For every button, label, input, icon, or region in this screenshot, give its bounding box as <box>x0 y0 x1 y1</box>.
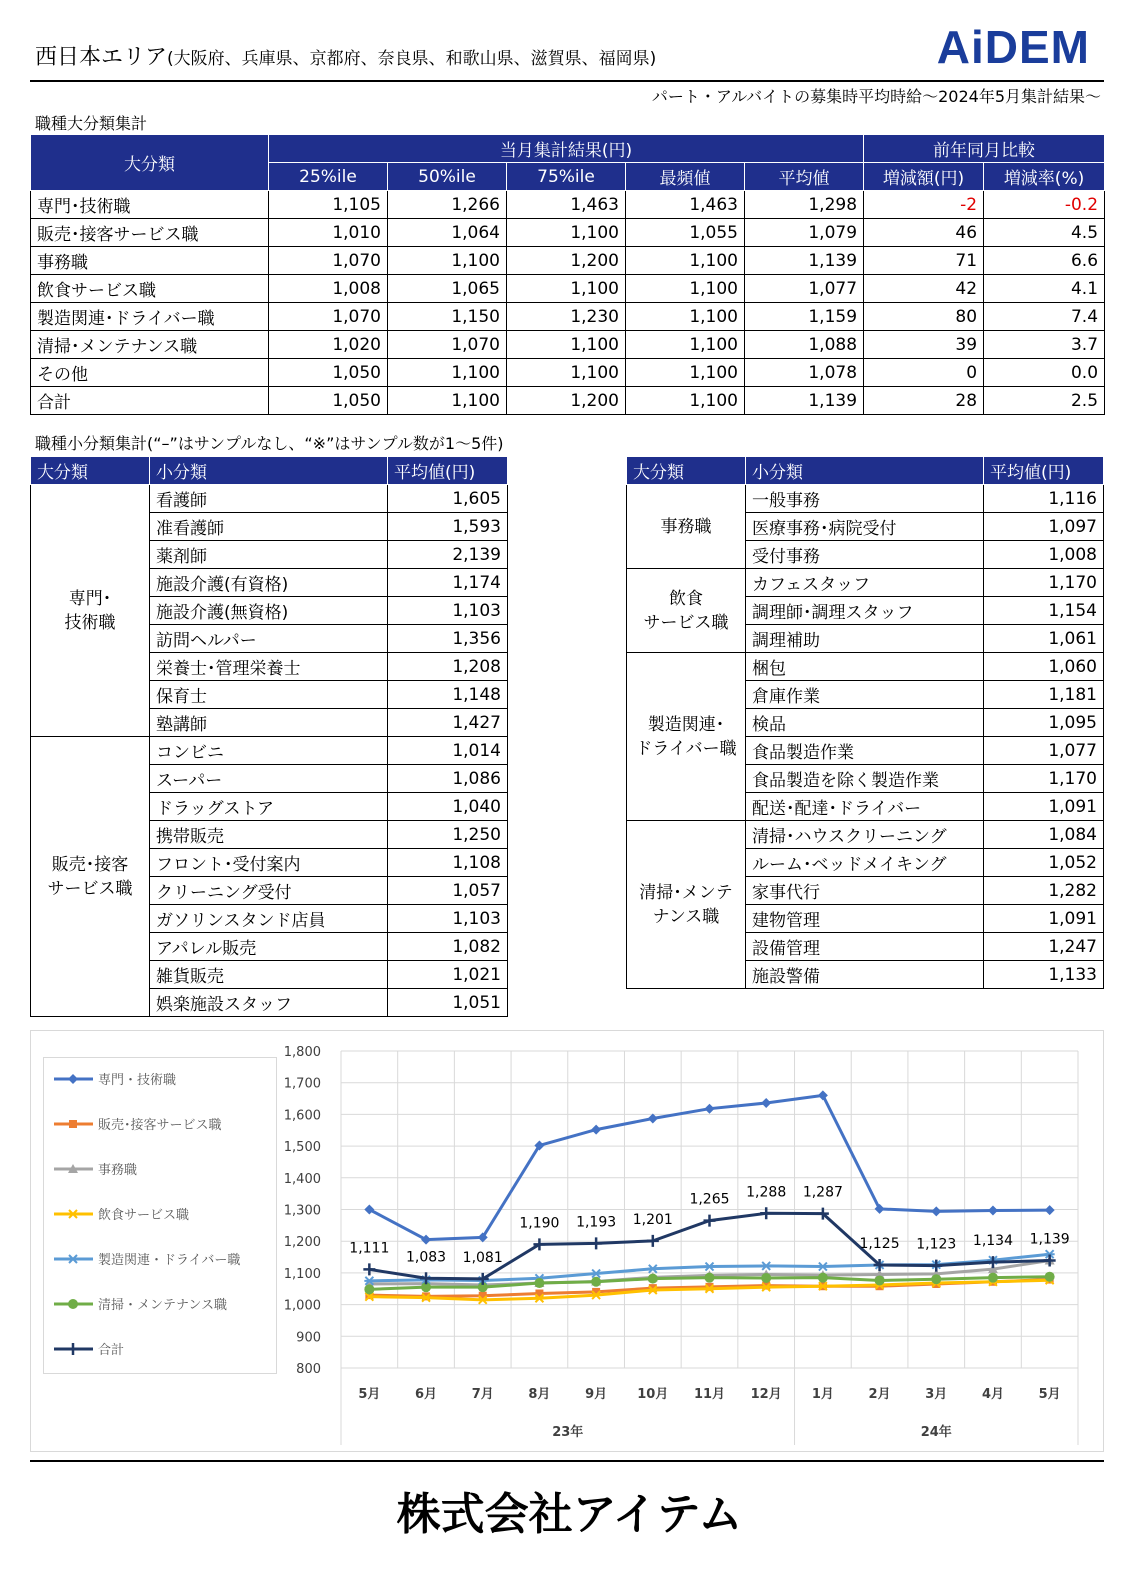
data-label: 1,083 <box>405 1249 447 1266</box>
y-tick-label: 1,100 <box>283 1266 321 1282</box>
subcategory-value: 1,057 <box>388 877 508 905</box>
subcategory-name: 倉庫作業 <box>746 681 984 709</box>
subcategory-name: 設備管理 <box>746 933 984 961</box>
y-tick-label: 1,800 <box>283 1045 321 1060</box>
subcategory-name: アパレル販売 <box>150 933 388 961</box>
data-point <box>591 1270 601 1278</box>
cell-rate: 4.5 <box>984 219 1105 247</box>
data-point <box>705 1273 715 1283</box>
cell-diff: -2 <box>864 191 984 219</box>
x-tick-label: 2月 <box>868 1387 891 1402</box>
data-point <box>647 1235 659 1247</box>
data-point <box>705 1104 715 1114</box>
legend-marker <box>68 1299 78 1309</box>
data-point <box>987 1256 999 1268</box>
data-point <box>931 1206 941 1216</box>
column-header: 25%ile <box>269 163 388 191</box>
data-point <box>761 1262 771 1270</box>
subcategory-name: ドラッグストア <box>150 793 388 821</box>
major-table-caption: 職種大分類集計 <box>35 114 148 133</box>
subcategory-name: 携帯販売 <box>150 821 388 849</box>
column-header: 平均値 <box>745 163 864 191</box>
cell-p75: 1,200 <box>507 247 626 275</box>
group-label: 専門･ 技術職 <box>31 485 150 737</box>
subcategory-value: 1,154 <box>984 597 1104 625</box>
cell-avg: 1,077 <box>745 275 864 303</box>
subcategory-value: 1,091 <box>984 793 1104 821</box>
header-current-results: 当月集計結果(円) <box>269 135 864 163</box>
data-label: 1,287 <box>802 1184 843 1201</box>
header-yoy: 前年同月比較 <box>864 135 1105 163</box>
cell-mode: 1,100 <box>626 275 745 303</box>
subcategory-name: 配送･配達･ドライバー <box>746 793 984 821</box>
subcategory-value: 1,084 <box>984 821 1104 849</box>
cell-p25: 1,050 <box>269 359 388 387</box>
subcategory-value: 1,103 <box>388 597 508 625</box>
data-label: 1,193 <box>576 1214 617 1231</box>
footer-divider <box>30 1460 1104 1462</box>
cell-p25: 1,070 <box>269 303 388 331</box>
subcategory-name: 保育士 <box>150 681 388 709</box>
legend-marker <box>68 1255 78 1263</box>
subcategory-name: 家事代行 <box>746 877 984 905</box>
column-header: 平均値(円) <box>388 457 508 485</box>
legend-marker <box>68 1074 78 1084</box>
x-tick-label: 5月 <box>1038 1387 1061 1402</box>
column-header: 増減額(円) <box>864 163 984 191</box>
subcategory-name: 一般事務 <box>746 485 984 513</box>
group-label: 事務職 <box>627 485 746 569</box>
subcategory-name: 調理補助 <box>746 625 984 653</box>
data-point <box>931 1274 941 1284</box>
subcategory-name: フロント･受付案内 <box>150 849 388 877</box>
group-label: 販売･接客 サービス職 <box>31 737 150 1017</box>
x-tick-label: 10月 <box>637 1387 669 1402</box>
subcategory-name: 看護師 <box>150 485 388 513</box>
cell-mode: 1,055 <box>626 219 745 247</box>
legend-label: 飲食サービス職 <box>98 1208 190 1223</box>
subcategory-name: 施設介護(有資格) <box>150 569 388 597</box>
cell-avg: 1,079 <box>745 219 864 247</box>
legend-label: 製造関連・ドライバー職 <box>98 1253 241 1268</box>
cell-p50: 1,070 <box>388 331 507 359</box>
subcategory-value: 1,086 <box>388 765 508 793</box>
subcategory-value: 1,148 <box>388 681 508 709</box>
cell-avg: 1,088 <box>745 331 864 359</box>
cell-p25: 1,070 <box>269 247 388 275</box>
data-point <box>818 1263 828 1271</box>
area-title: 西日本エリア <box>35 45 168 70</box>
subcategory-value: 1,095 <box>984 709 1104 737</box>
data-point <box>364 1284 374 1294</box>
column-header: 50%ile <box>388 163 507 191</box>
minor-table-caption: 職種小分類集計(“–”はサンプルなし、“※”はサンプル数が1～5件) <box>35 434 504 453</box>
column-header: 平均値(円) <box>984 457 1104 485</box>
subcategory-value: 1,605 <box>388 485 508 513</box>
category-name: 飲食サービス職 <box>31 275 269 303</box>
data-label: 1,288 <box>746 1184 787 1201</box>
y-tick-label: 1,500 <box>283 1140 321 1156</box>
category-name: 合計 <box>31 387 269 415</box>
data-point <box>534 1278 544 1288</box>
cell-rate: -0.2 <box>984 191 1105 219</box>
cell-p75: 1,100 <box>507 359 626 387</box>
cell-p25: 1,050 <box>269 387 388 415</box>
subcategory-name: 准看護師 <box>150 513 388 541</box>
data-point <box>705 1263 715 1271</box>
cell-avg: 1,298 <box>745 191 864 219</box>
subcategory-name: 建物管理 <box>746 905 984 933</box>
subcategory-value: 1,060 <box>984 653 1104 681</box>
cell-diff: 28 <box>864 387 984 415</box>
subcategory-value: 1,170 <box>984 569 1104 597</box>
cell-mode: 1,463 <box>626 191 745 219</box>
data-point <box>648 1114 658 1124</box>
cell-diff: 80 <box>864 303 984 331</box>
subcategory-value: 1,181 <box>984 681 1104 709</box>
data-point <box>1044 1255 1056 1267</box>
data-label: 1,111 <box>349 1240 390 1257</box>
cell-rate: 6.6 <box>984 247 1105 275</box>
cell-p50: 1,064 <box>388 219 507 247</box>
group-label: 製造関連･ ドライバー職 <box>627 653 746 821</box>
y-tick-label: 1,000 <box>283 1298 321 1314</box>
subcategory-name: スーパー <box>150 765 388 793</box>
data-point <box>648 1274 658 1284</box>
data-point <box>875 1276 885 1286</box>
cell-rate: 0.0 <box>984 359 1105 387</box>
cell-rate: 7.4 <box>984 303 1105 331</box>
cell-p25: 1,105 <box>269 191 388 219</box>
subcategory-value: 1,052 <box>984 849 1104 877</box>
subcategory-value: 1,108 <box>388 849 508 877</box>
category-name: 販売･接客サービス職 <box>31 219 269 247</box>
subcategory-value: 1,103 <box>388 905 508 933</box>
cell-avg: 1,139 <box>745 247 864 275</box>
subcategory-value: 1,040 <box>388 793 508 821</box>
prefecture-list: (大阪府、兵庫県、京都府、奈良県、和歌山県、滋賀県、福岡県) <box>167 49 657 69</box>
cell-diff: 42 <box>864 275 984 303</box>
subcategory-name: 薬剤師 <box>150 541 388 569</box>
cell-p25: 1,008 <box>269 275 388 303</box>
legend-marker <box>67 1343 79 1355</box>
x-tick-label: 3月 <box>925 1387 948 1402</box>
cell-mode: 1,100 <box>626 303 745 331</box>
subcategory-value: 1,008 <box>984 541 1104 569</box>
data-point <box>591 1125 601 1135</box>
category-name: 製造関連･ドライバー職 <box>31 303 269 331</box>
data-point <box>988 1205 998 1215</box>
x-tick-label: 1月 <box>811 1387 834 1402</box>
subcategory-value: 1,116 <box>984 485 1104 513</box>
report-subtitle: パート・アルバイトの募集時平均時給～2024年5月集計結果～ <box>651 87 1101 106</box>
subcategory-value: 1,282 <box>984 877 1104 905</box>
cell-p50: 1,100 <box>388 387 507 415</box>
subcategory-name: 調理師･調理スタッフ <box>746 597 984 625</box>
cell-diff: 39 <box>864 331 984 359</box>
data-point <box>648 1265 658 1273</box>
x-tick-label: 7月 <box>471 1387 494 1402</box>
column-header: 大分類 <box>31 457 150 485</box>
subcategory-name: 塾講師 <box>150 709 388 737</box>
x-tick-label: 9月 <box>585 1387 608 1402</box>
column-header: 小分類 <box>150 457 388 485</box>
subcategory-name: 食品製造を除く製造作業 <box>746 765 984 793</box>
category-name: 事務職 <box>31 247 269 275</box>
cell-avg: 1,159 <box>745 303 864 331</box>
subcategory-name: カフェスタッフ <box>746 569 984 597</box>
y-tick-label: 900 <box>296 1330 321 1346</box>
data-label: 1,081 <box>462 1249 503 1266</box>
subcategory-value: 1,021 <box>388 961 508 989</box>
subcategory-name: 梱包 <box>746 653 984 681</box>
subcategory-value: 1,014 <box>388 737 508 765</box>
subcategory-value: 2,139 <box>388 541 508 569</box>
cell-p50: 1,100 <box>388 247 507 275</box>
data-point <box>1045 1272 1055 1282</box>
category-name: その他 <box>31 359 269 387</box>
data-point <box>818 1090 828 1100</box>
subcategory-value: 1,097 <box>984 513 1104 541</box>
legend-label: 専門・技術職 <box>98 1073 177 1088</box>
data-point <box>704 1215 716 1227</box>
data-label: 1,201 <box>632 1211 673 1228</box>
subcategory-value: 1,250 <box>388 821 508 849</box>
data-point <box>363 1263 375 1275</box>
y-tick-label: 1,300 <box>283 1203 321 1219</box>
subcategory-name: 清掃･ハウスクリーニング <box>746 821 984 849</box>
subcategory-name: 施設警備 <box>746 961 984 989</box>
cell-rate: 2.5 <box>984 387 1105 415</box>
cell-p75: 1,230 <box>507 303 626 331</box>
category-name: 専門･技術職 <box>31 191 269 219</box>
subcategory-value: 1,077 <box>984 737 1104 765</box>
subcategory-value: 1,133 <box>984 961 1104 989</box>
data-label: 1,134 <box>972 1233 1014 1250</box>
column-header: 大分類 <box>627 457 746 485</box>
column-header: 最頻値 <box>626 163 745 191</box>
category-name: 清掃･メンテナンス職 <box>31 331 269 359</box>
subcategory-name: 食品製造作業 <box>746 737 984 765</box>
cell-p75: 1,100 <box>507 275 626 303</box>
cell-avg: 1,139 <box>745 387 864 415</box>
cell-mode: 1,100 <box>626 331 745 359</box>
legend-label: 事務職 <box>98 1163 138 1178</box>
cell-p50: 1,150 <box>388 303 507 331</box>
subcategory-name: クリーニング受付 <box>150 877 388 905</box>
legend-label: 合計 <box>98 1343 125 1358</box>
data-label: 1,139 <box>1029 1231 1070 1248</box>
subcategory-name: 栄養士･管理栄養士 <box>150 653 388 681</box>
subcategory-value: 1,593 <box>388 513 508 541</box>
subcategory-name: 医療事務･病院受付 <box>746 513 984 541</box>
subcategory-value: 1,051 <box>388 989 508 1017</box>
subcategory-value: 1,247 <box>984 933 1104 961</box>
y-tick-label: 1,200 <box>283 1235 321 1251</box>
header-category: 大分類 <box>31 135 269 191</box>
subcategory-value: 1,356 <box>388 625 508 653</box>
subcategory-name: 訪問ヘルパー <box>150 625 388 653</box>
x-tick-label: 12月 <box>750 1387 782 1402</box>
subcategory-value: 1,082 <box>388 933 508 961</box>
data-label: 1,190 <box>519 1215 560 1232</box>
cell-diff: 71 <box>864 247 984 275</box>
subcategory-value: 1,091 <box>984 905 1104 933</box>
y-tick-label: 1,400 <box>283 1171 321 1187</box>
subcategory-value: 1,170 <box>984 765 1104 793</box>
cell-mode: 1,100 <box>626 359 745 387</box>
year-group-label: 23年 <box>552 1425 584 1440</box>
aidem-logo: AiDEM <box>936 21 1090 73</box>
subcategory-name: 受付事務 <box>746 541 984 569</box>
subcategory-value: 1,174 <box>388 569 508 597</box>
subcategory-value: 1,061 <box>984 625 1104 653</box>
data-point <box>591 1277 601 1287</box>
column-header: 75%ile <box>507 163 626 191</box>
year-group-label: 24年 <box>920 1425 952 1440</box>
x-tick-label: 6月 <box>415 1387 438 1402</box>
x-tick-label: 11月 <box>693 1387 726 1402</box>
cell-p50: 1,266 <box>388 191 507 219</box>
data-point <box>818 1273 828 1283</box>
subcategory-name: ガソリンスタンド店員 <box>150 905 388 933</box>
data-point <box>761 1273 771 1283</box>
subcategory-name: 施設介護(無資格) <box>150 597 388 625</box>
cell-p50: 1,100 <box>388 359 507 387</box>
subcategory-name: ルーム･ベッドメイキング <box>746 849 984 877</box>
subcategory-name: 雑貨販売 <box>150 961 388 989</box>
subcategory-name: 娯楽施設スタッフ <box>150 989 388 1017</box>
cell-p75: 1,100 <box>507 331 626 359</box>
cell-avg: 1,078 <box>745 359 864 387</box>
column-header: 増減率(%) <box>984 163 1105 191</box>
data-label: 1,265 <box>689 1191 730 1208</box>
legend-label: 清掃・メンテナンス職 <box>98 1298 227 1313</box>
cell-diff: 46 <box>864 219 984 247</box>
cell-diff: 0 <box>864 359 984 387</box>
data-point <box>988 1273 998 1283</box>
data-point <box>761 1098 771 1108</box>
cell-mode: 1,100 <box>626 247 745 275</box>
data-point <box>590 1237 602 1249</box>
group-label: 飲食 サービス職 <box>627 569 746 653</box>
x-tick-label: 4月 <box>981 1387 1004 1402</box>
x-tick-label: 5月 <box>358 1387 381 1402</box>
column-header: 小分類 <box>746 457 984 485</box>
legend-marker <box>69 1120 77 1128</box>
cell-p75: 1,200 <box>507 387 626 415</box>
cell-p25: 1,020 <box>269 331 388 359</box>
cell-mode: 1,100 <box>626 387 745 415</box>
data-label: 1,123 <box>916 1236 957 1253</box>
data-point <box>875 1204 885 1214</box>
subcategory-name: 検品 <box>746 709 984 737</box>
y-tick-label: 800 <box>296 1362 321 1377</box>
x-tick-label: 8月 <box>528 1387 551 1402</box>
cell-p25: 1,010 <box>269 219 388 247</box>
subcategory-name: コンビニ <box>150 737 388 765</box>
data-label: 1,125 <box>859 1235 900 1252</box>
data-point <box>1045 1205 1055 1215</box>
cell-p75: 1,100 <box>507 219 626 247</box>
y-tick-label: 1,700 <box>283 1076 321 1092</box>
legend-label: 販売･接客サービス職 <box>98 1118 222 1133</box>
cell-p50: 1,065 <box>388 275 507 303</box>
company-name: 株式会社アイテム <box>396 1490 743 1539</box>
cell-rate: 4.1 <box>984 275 1105 303</box>
subcategory-value: 1,208 <box>388 653 508 681</box>
subcategory-value: 1,427 <box>388 709 508 737</box>
cell-p75: 1,463 <box>507 191 626 219</box>
cell-rate: 3.7 <box>984 331 1105 359</box>
y-tick-label: 1,600 <box>283 1108 321 1124</box>
group-label: 清掃･メンテ ナンス職 <box>627 821 746 989</box>
